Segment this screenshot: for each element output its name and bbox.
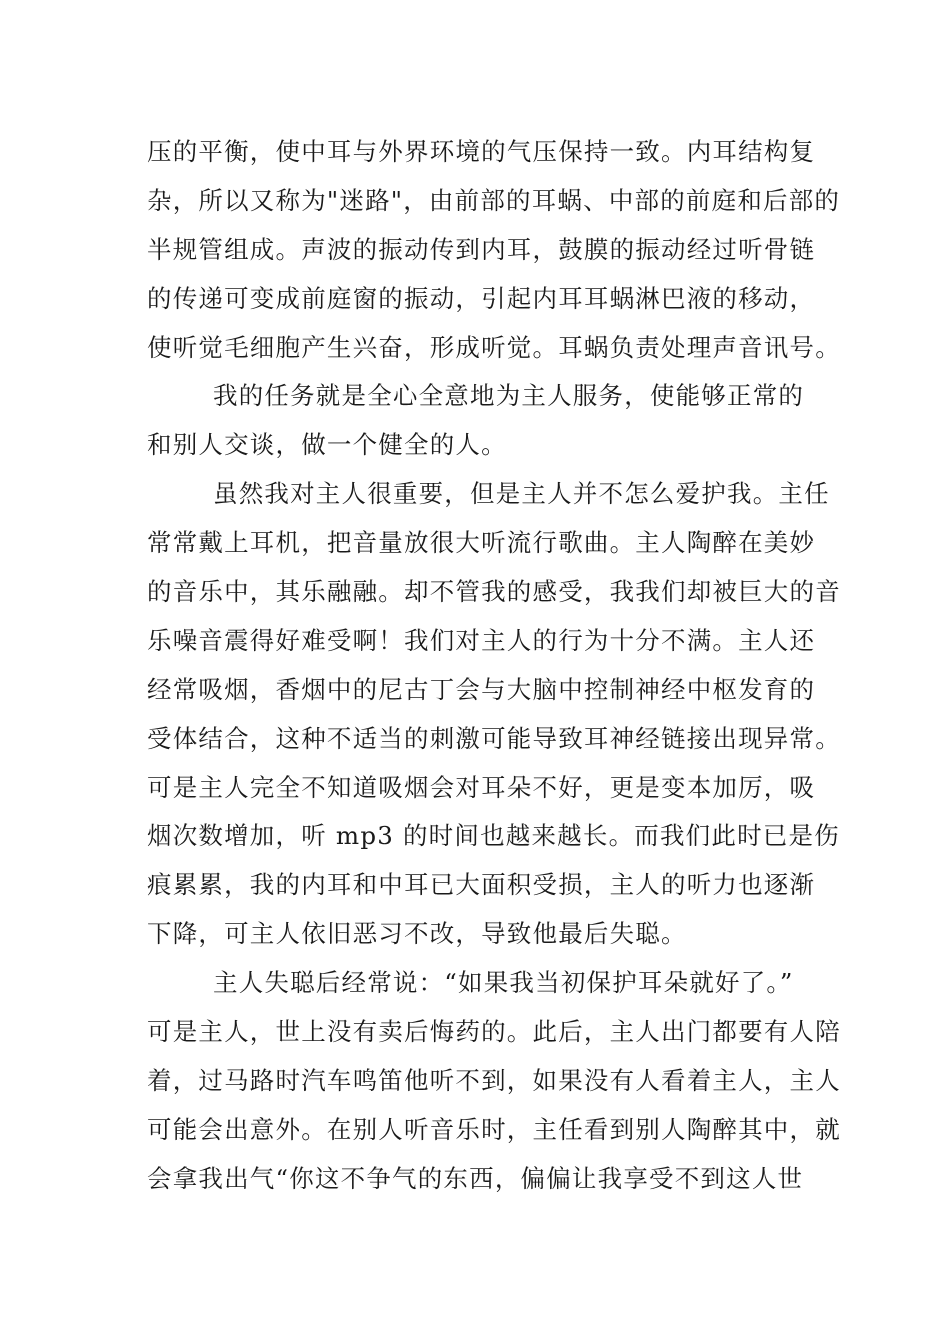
paragraph-4: [147, 959, 841, 1203]
text-line: 的音乐中，其乐融融。却不管我的感受，我我们却被巨大的音: [147, 577, 841, 607]
text-line: 可是主人完全不知道吸烟会对耳朵不好，更是变本加厉，吸: [147, 772, 816, 802]
text-line: 痕累累，我的内耳和中耳已大面积受损，主人的听力也逐渐: [147, 870, 816, 900]
paragraph-2: [147, 372, 827, 470]
text-line: 烟次数增加，听 mp3 的时间也越来越长。而我们此时已是伤: [147, 821, 840, 851]
text-line: 和别人交谈，做一个健全的人。: [147, 430, 507, 460]
text-line: 会拿我出气“你这不争气的东西，偏偏让我享受不到这人世: [147, 1163, 804, 1193]
text-line: 受体结合，这种不适当的刺激可能导致耳神经链接出现异常。: [147, 723, 841, 753]
text-line: 可是主人，世上没有卖后悔药的。此后，主人出门都要有人陪: [147, 1017, 841, 1047]
text-line: 下降，可主人依旧恶习不改，导致他最后失聪。: [147, 919, 687, 949]
text-line: 乐噪音震得好难受啊！我们对主人的行为十分不满。主人还: [147, 625, 816, 655]
text-line: 使听觉毛细胞产生兴奋，形成听觉。耳蜗负责处理声音讯号。: [147, 332, 841, 362]
text-line: 的传递可变成前庭窗的振动，引起内耳耳蜗淋巴液的移动，: [147, 283, 816, 313]
text-line: 杂，所以又称为"迷路"，由前部的耳蜗、中部的前庭和后部的: [147, 185, 841, 215]
text-line: 压的平衡，使中耳与外界环境的气压保持一致。内耳结构复: [147, 137, 816, 166]
paragraph-3: [147, 470, 841, 959]
text-line: 虽然我对主人很重要，但是主人并不怎么爱护我。主任: [213, 479, 830, 509]
text-line: 我的任务就是全心全意地为主人服务，使能够正常的: [213, 381, 805, 411]
paragraph-1: [147, 128, 841, 372]
text-line: 可能会出意外。在别人听音乐时，主任看到别人陶醉其中，就: [147, 1114, 841, 1144]
text-line: 常常戴上耳机，把音量放很大听流行歌曲。主人陶醉在美妙: [147, 528, 816, 558]
text-line: 着，过马路时汽车鸣笛他听不到，如果没有人看着主人，主人: [147, 1065, 841, 1095]
text-line: 经常吸烟，香烟中的尼古丁会与大脑中控制神经中枢发育的: [147, 674, 816, 704]
body-text: [147, 128, 841, 1204]
text-line: 主人失聪后经常说：“如果我当初保护耳朵就好了。”: [213, 968, 794, 998]
text-line: 半规管组成。声波的振动传到内耳，鼓膜的振动经过听骨链: [147, 234, 816, 264]
